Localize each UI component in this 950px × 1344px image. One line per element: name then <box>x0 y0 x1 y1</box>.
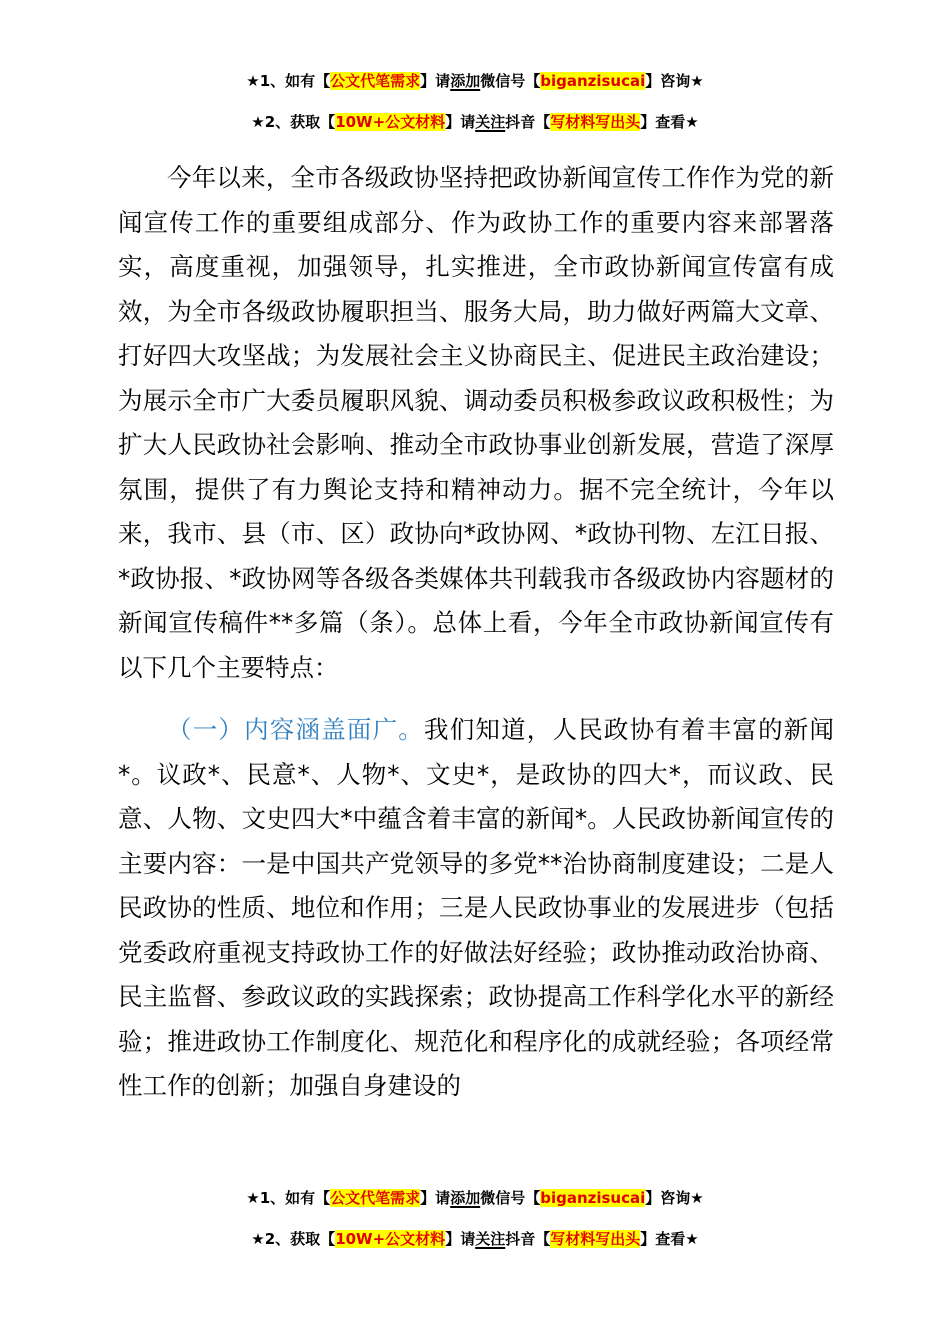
banner-text: 微信号【 <box>480 1189 541 1207</box>
highlight-materials: 10W+公文材料 <box>335 113 446 131</box>
top-banner-line-1 <box>0 69 950 93</box>
banner-text: 抖音【 <box>505 1230 551 1248</box>
highlight-douyin-account: 写材料写出头 <box>550 1230 641 1248</box>
paragraph-intro: 今年以来，全市各级政协坚持把政协新闻宣传工作作为党的新闻宣传工作的重要组成部分、作为政协工作的重要内容来部署落实，高度重视，加强领导，扎实推进，全市政协新闻宣传富有成效，为全市各级政协履职担当、服务大局，助力做好两篇大文章、打好四大攻坚战；为发展社会主义协商民主、促进民主政治建设；为展示全市广大委员履职风貌、调动委员积极参政议政积极性；为扩大人民政协社会影响、推动全市政协事业创新发展，营造了深厚氛围，提供了有力舆论支持和精神动力。据不完全统计，今年以来，我市、县（市、区）政协向*政协网、*政协刊物、左江日报、*政协报、*政协网等各级各类媒体共刊载我市各级政协内容题材的新闻宣传稿件**多篇（条）。总体上看，今年全市政协新闻宣传有以下几个主要特点： <box>118 163 834 682</box>
banner-text: 】查看★ <box>640 113 699 131</box>
banner-text: 】咨询★ <box>645 72 704 90</box>
banner-text: 抖音【 <box>505 113 551 131</box>
underlined-action: 添加 <box>450 72 481 90</box>
section-body: 我们知道，人民政协有着丰富的新闻*。议政*、民意*、人物*、文史*，是政协的四大*，而议政、民意、人物、文史四大*中蕴含着丰富的新闻*。人民政协新闻宣传的主要内容：一是中国共产党领导的多党**治协商制度建设；二是人民政协的性质、地位和作用；三是人民政协事业的发展进步（包括党委政府重视支持政协工作的好做法好经验；政协推动政治协商、民主监督、参政议政的实践探索；政协提高工作科学化水平的新经验；推进政协工作制度化、规范化和程序化的成就经验；各项经常性工作的创新；加强自身建设的 <box>118 715 834 1100</box>
highlight-service: 公文代笔需求 <box>330 1189 421 1207</box>
bottom-banner-line-1 <box>0 1186 950 1210</box>
banner-text: 】请 <box>445 113 476 131</box>
underlined-action: 关注 <box>475 113 506 131</box>
banner-text: 】请 <box>445 1230 476 1248</box>
banner-text: 】请 <box>420 1189 451 1207</box>
highlight-douyin-account: 写材料写出头 <box>550 113 641 131</box>
highlight-service: 公文代笔需求 <box>330 72 421 90</box>
banner-text: ★1、如有【 <box>246 1189 331 1207</box>
bottom-banner-line-2 <box>0 1227 950 1251</box>
document-body <box>118 156 834 1109</box>
banner-text: 微信号【 <box>480 72 541 90</box>
banner-text: ★1、如有【 <box>246 72 331 90</box>
top-banner-line-2 <box>0 110 950 134</box>
banner-text: ★2、获取【 <box>251 113 336 131</box>
highlight-wechat-id: biganzisucai <box>540 1189 646 1207</box>
section-heading: （一）内容涵盖面广。 <box>167 715 424 744</box>
paragraph-content-coverage <box>118 708 834 1109</box>
banner-text: ★2、获取【 <box>251 1230 336 1248</box>
banner-text: 】请 <box>420 72 451 90</box>
underlined-action: 添加 <box>450 1189 481 1207</box>
banner-text: 】咨询★ <box>645 1189 704 1207</box>
highlight-materials: 10W+公文材料 <box>335 1230 446 1248</box>
highlight-wechat-id: biganzisucai <box>540 72 646 90</box>
underlined-action: 关注 <box>475 1230 506 1248</box>
banner-text: 】查看★ <box>640 1230 699 1248</box>
